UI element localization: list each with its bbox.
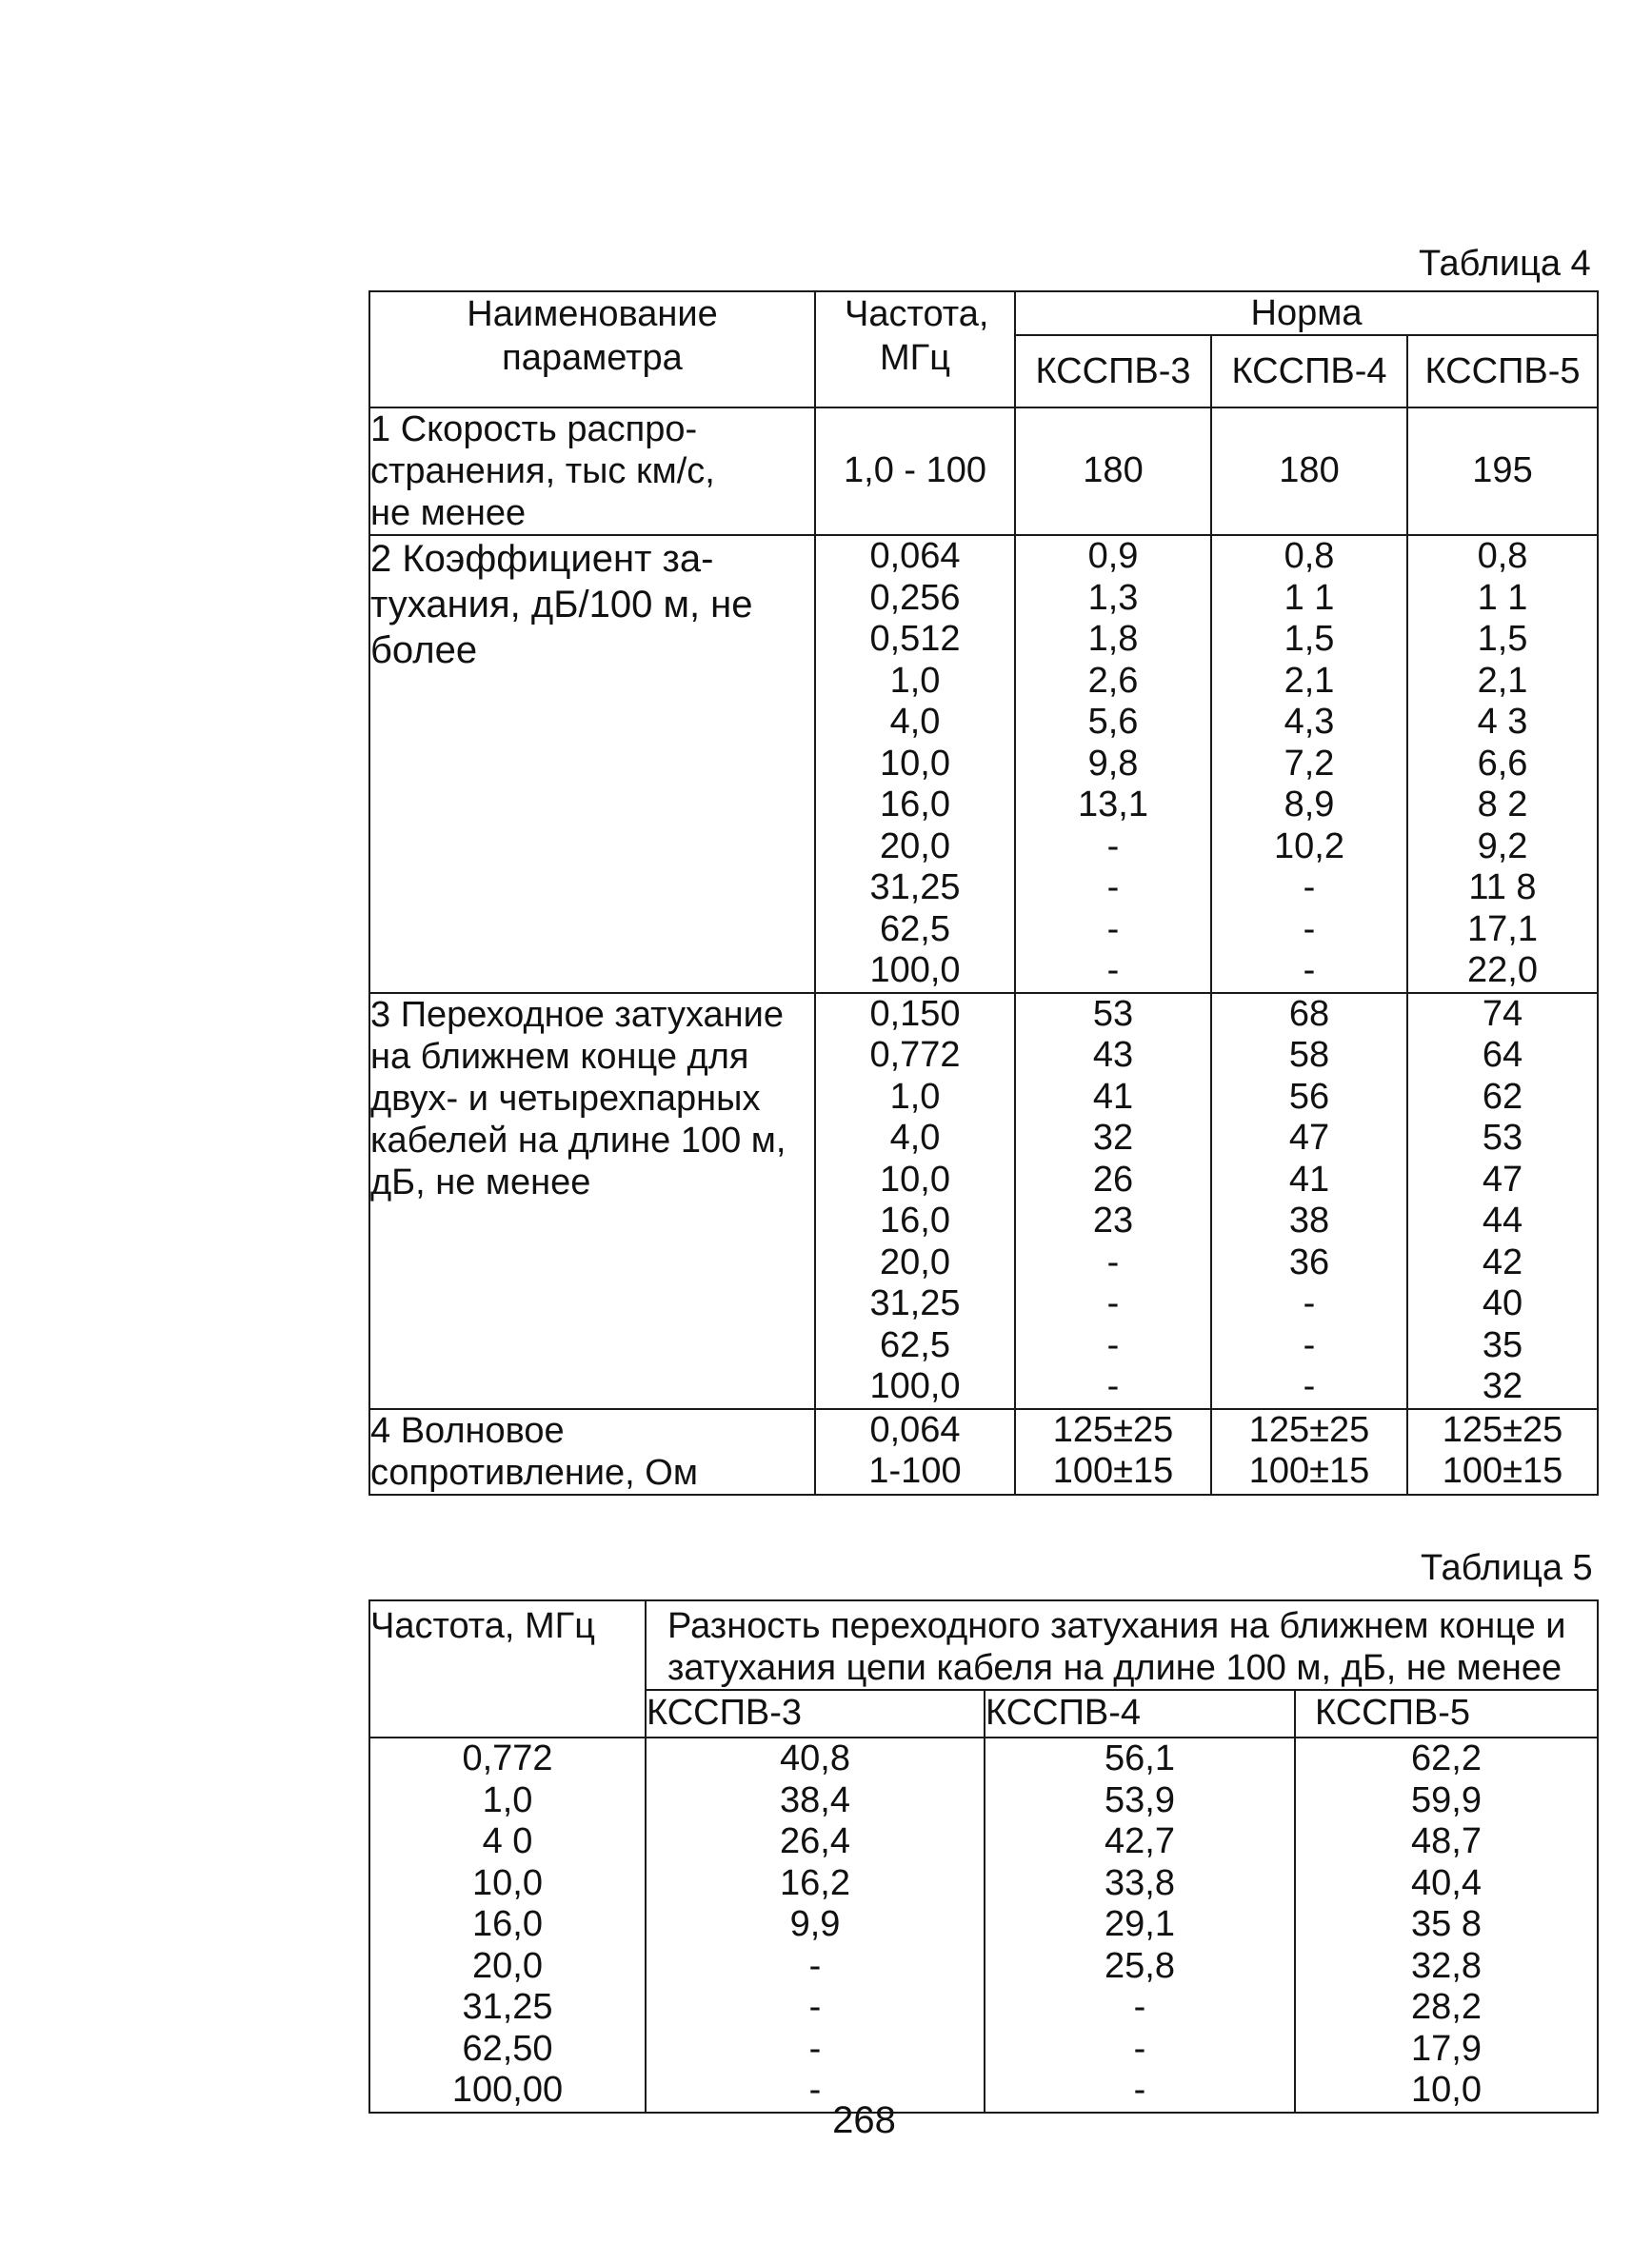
value: 16,0 <box>880 784 950 824</box>
value: 1,0 - 100 <box>844 449 986 490</box>
value: 8,9 <box>1284 784 1335 824</box>
value: 16,0 <box>472 1904 543 1944</box>
value: 42,7 <box>1105 1821 1175 1861</box>
value: 32 <box>1092 1118 1134 1158</box>
table4-freq-cell <box>815 535 1015 993</box>
value <box>1016 408 1210 450</box>
param-line: не менее <box>370 493 527 533</box>
value: 62,5 <box>880 908 950 949</box>
table5-freq-col <box>369 1738 646 2113</box>
value: 2,6 <box>1087 660 1139 701</box>
value: 42 <box>1482 1241 1523 1282</box>
value: 32 <box>1482 1366 1523 1406</box>
param-line: сопротивление, Ом <box>370 1452 698 1493</box>
value: 1,5 <box>1477 619 1528 659</box>
value: 4 0 <box>482 1821 533 1861</box>
value: - <box>1106 950 1120 990</box>
table4-c3-cell <box>1015 1409 1211 1495</box>
value: 56,1 <box>1105 1738 1175 1778</box>
value: 0,8 <box>1284 536 1335 576</box>
table4-header-c3: КССПВ-3 <box>1015 335 1211 407</box>
table4-row <box>369 993 1598 1409</box>
value: 2,1 <box>1477 660 1528 701</box>
value: 11 8 <box>1468 867 1537 907</box>
param-line: 2 Коэффициент за- <box>370 538 714 580</box>
table5-caption: Таблица 5 <box>1421 1548 1593 1588</box>
value: 100±15 <box>1052 1451 1174 1491</box>
value <box>1408 491 1597 533</box>
value: - <box>1106 1241 1120 1282</box>
table4-header-freq: Частота, МГц <box>815 291 1015 407</box>
value: 29,1 <box>1105 1904 1175 1944</box>
value: 1-100 <box>868 1451 962 1491</box>
value: 195 <box>1472 449 1533 490</box>
value: - <box>808 2070 822 2110</box>
value: - <box>1303 1283 1316 1323</box>
param-line: тухания, дБ/100 м, не <box>370 584 753 626</box>
table4-header-norm: Норма <box>1015 291 1598 335</box>
table4-param-cell <box>369 1409 815 1495</box>
value: - <box>1303 867 1316 907</box>
table4-c5-cell <box>1407 535 1598 993</box>
value: 0,9 <box>1087 536 1139 576</box>
value: 16,0 <box>880 1201 950 1241</box>
value: 180 <box>1279 449 1340 490</box>
value: 56 <box>1288 1076 1330 1117</box>
table4-c5-cell <box>1407 1409 1598 1495</box>
value: 23 <box>1092 1201 1134 1241</box>
value: 68 <box>1288 993 1330 1034</box>
param-line: странения, тыс км/с, <box>370 451 715 491</box>
value: - <box>1303 950 1316 990</box>
param-line: кабелей на длине 100 м, <box>370 1120 786 1161</box>
table5-header-diff-line1: Разность переходного затухания на ближнем конце и <box>667 1606 1566 1646</box>
table4-c5-cell <box>1407 407 1598 535</box>
value: 1,0 <box>889 660 941 701</box>
table5-c5-col <box>1295 1738 1598 2113</box>
value: 38,4 <box>780 1779 850 1820</box>
value: 0,512 <box>869 619 961 659</box>
table4-row <box>369 407 1598 535</box>
value: 5,6 <box>1087 702 1139 742</box>
value: 62,5 <box>880 1324 950 1365</box>
value: 47 <box>1482 1159 1523 1200</box>
table4-freq-cell <box>815 407 1015 535</box>
value: 32,8 <box>1411 1945 1482 1986</box>
value: 4,0 <box>889 702 941 742</box>
value: 53 <box>1092 993 1134 1034</box>
value: 58 <box>1288 1035 1330 1075</box>
table5-header-c4: КССПВ-4 <box>985 1690 1295 1738</box>
table4-header-name: Наименование параметра <box>369 291 815 407</box>
value: 10,0 <box>880 743 950 784</box>
value: 38 <box>1288 1201 1330 1241</box>
table4-param-cell <box>369 535 815 993</box>
table5-header-c5: КССПВ-5 <box>1295 1690 1598 1738</box>
value: 17,1 <box>1467 908 1538 949</box>
value: 10,0 <box>472 1862 543 1903</box>
value: 100±15 <box>1248 1451 1370 1491</box>
value: 35 <box>1482 1324 1523 1365</box>
table5-header-diff <box>646 1600 1598 1690</box>
value: 35 8 <box>1411 1904 1482 1944</box>
value: 0,150 <box>869 993 961 1034</box>
value: - <box>1133 1987 1146 2027</box>
value: 125±25 <box>1442 1409 1563 1450</box>
value: 0,256 <box>869 577 961 618</box>
value: 1,5 <box>1284 619 1335 659</box>
param-line: двух- и четырехпарных <box>370 1078 761 1119</box>
table4-param-cell <box>369 407 815 535</box>
value: - <box>1106 908 1120 949</box>
table4-header-c5: КССПВ-5 <box>1407 335 1598 407</box>
page-number: 268 <box>832 2099 896 2141</box>
table4-c4-cell <box>1211 993 1407 1409</box>
value: 53,9 <box>1105 1779 1175 1820</box>
param-line: 4 Волновое <box>370 1410 565 1451</box>
value: 31,25 <box>869 1283 961 1323</box>
value: 64 <box>1482 1035 1523 1075</box>
value: 62,2 <box>1411 1738 1482 1778</box>
table5-c4-col <box>985 1738 1295 2113</box>
table4-header-c4: КССПВ-4 <box>1211 335 1407 407</box>
value: 2,1 <box>1284 660 1335 701</box>
value: 26,4 <box>780 1821 850 1861</box>
value <box>1408 408 1597 450</box>
value: - <box>1106 867 1120 907</box>
value: 0,8 <box>1477 536 1528 576</box>
value: - <box>1133 2070 1146 2110</box>
value: 7,2 <box>1284 743 1335 784</box>
value: - <box>1106 1366 1120 1406</box>
value: 16,2 <box>780 1862 850 1903</box>
value: 41 <box>1092 1076 1134 1117</box>
value: 1,0 <box>482 1779 533 1820</box>
value: 43 <box>1092 1035 1134 1075</box>
value: 4,3 <box>1284 702 1335 742</box>
value: 62,50 <box>462 2028 553 2069</box>
table4-c5-cell <box>1407 993 1598 1409</box>
table4-c3-cell <box>1015 407 1211 535</box>
value: 41 <box>1288 1159 1330 1200</box>
value: 10,2 <box>1274 825 1344 866</box>
value: 28,2 <box>1411 1987 1482 2027</box>
value: - <box>1303 1366 1316 1406</box>
table4 <box>368 290 1599 1496</box>
value: - <box>1106 1324 1120 1365</box>
param-line: на ближнем конце для <box>370 1036 749 1077</box>
value: 47 <box>1288 1118 1330 1158</box>
param-line: дБ, не менее <box>370 1162 591 1202</box>
value: 8 2 <box>1477 784 1528 824</box>
value: 180 <box>1083 449 1144 490</box>
value: 40,4 <box>1411 1862 1482 1903</box>
value: 100,0 <box>869 1366 961 1406</box>
table4-caption: Таблица 4 <box>1419 244 1591 284</box>
value: 36 <box>1288 1241 1330 1282</box>
value: 31,25 <box>869 867 961 907</box>
value: 74 <box>1482 993 1523 1034</box>
value: 48,7 <box>1411 1821 1482 1861</box>
param-line: 1 Скорость распро- <box>370 409 698 449</box>
value: 40 <box>1482 1283 1523 1323</box>
table4-c4-cell <box>1211 1409 1407 1495</box>
value <box>1212 408 1406 450</box>
value: 125±25 <box>1052 1409 1174 1450</box>
table5-header-c3: КССПВ-3 <box>646 1690 985 1738</box>
value: - <box>808 1945 822 1986</box>
param-line: более <box>370 629 478 671</box>
table5-header-diff-line2: затухания цепи кабеля на длине 100 м, дБ, не менее <box>667 1648 1562 1688</box>
table4-freq-cell <box>815 1409 1015 1495</box>
value: 1,0 <box>889 1076 941 1117</box>
value: 100±15 <box>1442 1451 1563 1491</box>
value: 20,0 <box>472 1945 543 1986</box>
value: - <box>1303 1324 1316 1365</box>
value <box>1212 491 1406 533</box>
value: 13,1 <box>1078 784 1148 824</box>
value: 22,0 <box>1467 950 1538 990</box>
value: 62 <box>1482 1076 1523 1117</box>
value: - <box>1106 825 1120 866</box>
table4-c3-cell <box>1015 993 1211 1409</box>
table5-c3-col <box>646 1738 985 2113</box>
table4-row <box>369 535 1598 993</box>
value: - <box>808 1987 822 2027</box>
table4-row <box>369 1409 1598 1495</box>
value: 9,2 <box>1477 825 1528 866</box>
value: 17,9 <box>1411 2028 1482 2069</box>
table5-header-freq: Частота, МГц <box>369 1600 646 1738</box>
value: 1,3 <box>1087 577 1139 618</box>
value: 40,8 <box>780 1738 850 1778</box>
value: 1,8 <box>1087 619 1139 659</box>
value: 0,064 <box>869 536 961 576</box>
value: 59,9 <box>1411 1779 1482 1820</box>
value: - <box>1106 1283 1120 1323</box>
value: - <box>808 2028 822 2069</box>
value: 100,0 <box>869 950 961 990</box>
value: 25,8 <box>1105 1945 1175 1986</box>
value: 33,8 <box>1105 1862 1175 1903</box>
table4-freq-cell <box>815 993 1015 1409</box>
table5 <box>368 1599 1599 2114</box>
value: - <box>1133 2028 1146 2069</box>
table4-param-cell <box>369 993 815 1409</box>
value: 10,0 <box>1411 2070 1482 2110</box>
value: 0,772 <box>869 1035 961 1075</box>
value: 9,9 <box>789 1904 841 1944</box>
value: - <box>1303 908 1316 949</box>
param-line: 3 Переходное затухание <box>370 994 785 1035</box>
value: 0,772 <box>462 1738 553 1778</box>
value: 44 <box>1482 1201 1523 1241</box>
value: 53 <box>1482 1118 1523 1158</box>
table4-c3-cell <box>1015 535 1211 993</box>
value: 10,0 <box>880 1159 950 1200</box>
value: 4,0 <box>889 1118 941 1158</box>
value: 4 3 <box>1477 702 1528 742</box>
value <box>1016 491 1210 533</box>
value: 9,8 <box>1087 743 1139 784</box>
value <box>816 491 1014 533</box>
value: 20,0 <box>880 825 950 866</box>
value: 125±25 <box>1248 1409 1370 1450</box>
value <box>816 408 1014 450</box>
table4-c4-cell <box>1211 407 1407 535</box>
value: 20,0 <box>880 1241 950 1282</box>
value: 26 <box>1092 1159 1134 1200</box>
value: 1 1 <box>1284 577 1335 618</box>
value: 100,00 <box>451 2070 564 2110</box>
value: 0,064 <box>869 1409 961 1450</box>
value: 1 1 <box>1477 577 1528 618</box>
value: 31,25 <box>462 1987 553 2027</box>
value: 6,6 <box>1477 743 1528 784</box>
table4-c4-cell <box>1211 535 1407 993</box>
